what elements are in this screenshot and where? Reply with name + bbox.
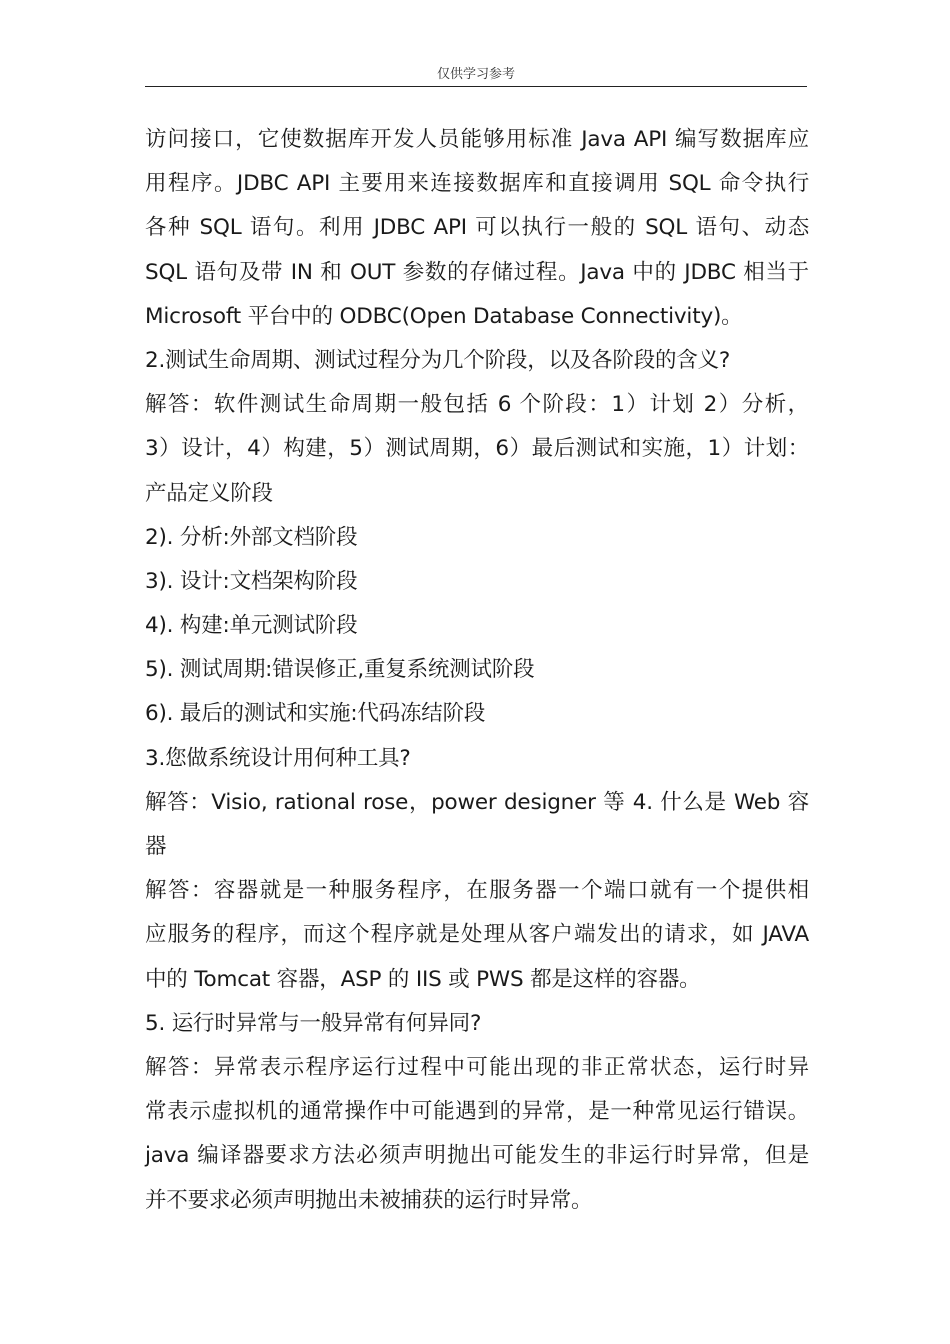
header-text: 仅供学习参考 <box>436 67 515 82</box>
page-header <box>145 64 807 87</box>
text-line: 解答：Visio, rational rose，power designer 等 4. 什么是 Web 容 <box>145 789 809 815</box>
text-line: 3). 设计:文档架构阶段 <box>145 568 358 594</box>
text-line: Microsoft 平台中的 ODBC(Open Database Connectivity)。 <box>145 303 743 329</box>
text-line: 解答：容器就是一种服务程序，在服务器一个端口就有一个提供相 <box>145 878 809 904</box>
text-line: 解答：软件测试生命周期一般包括 6 个阶段：1）计划 2）分析， <box>145 392 809 418</box>
text-line: 各种 SQL 语句。利用 JDBC API 可以执行一般的 SQL 语句、动态 <box>145 215 809 241</box>
text-line: 访问接口，它使数据库开发人员能够用标准 Java API 编写数据库应 <box>145 127 809 152</box>
text-line: 2.测试生命周期、测试过程分为几个阶段，以及各阶段的含义? <box>145 347 731 373</box>
text-line: 6). 最后的测试和实施:代码冻结阶段 <box>145 701 486 727</box>
text-line: 解答：异常表示程序运行过程中可能出现的非正常状态，运行时异 <box>145 1054 809 1080</box>
text-line: 产品定义阶段 <box>145 480 273 506</box>
text-line: 中的 Tomcat 容器，ASP 的 IIS 或 PWS 都是这样的容器。 <box>145 966 701 992</box>
text-line: 3.您做系统设计用何种工具? <box>145 745 411 771</box>
text-line: 用程序。JDBC API 主要用来连接数据库和直接调用 SQL 命令执行 <box>145 171 809 197</box>
document-body <box>145 118 809 1223</box>
text-line: 并不要求必须声明抛出未被捕获的运行时异常。 <box>145 1187 593 1213</box>
text-line: 2). 分析:外部文档阶段 <box>145 524 358 550</box>
text-line: 4). 构建:单元测试阶段 <box>145 613 358 639</box>
text-line: 应服务的程序，而这个程序就是处理从客户端发出的请求，如 JAVA <box>145 922 809 948</box>
text-line: 3）设计，4）构建，5）测试周期，6）最后测试和实施，1）计划： <box>145 436 809 462</box>
text-line: 5. 运行时异常与一般异常有何异同? <box>145 1010 482 1036</box>
text-line: 常表示虚拟机的通常操作中可能遇到的异常，是一种常见运行错误。 <box>145 1099 809 1125</box>
text-line: 器 <box>145 834 167 859</box>
text-line: 5). 测试周期:错误修正,重复系统测试阶段 <box>145 657 535 683</box>
text-line: SQL 语句及带 IN 和 OUT 参数的存储过程。Java 中的 JDBC 相当于 <box>145 259 809 285</box>
text-line: java 编译器要求方法必须声明抛出可能发生的非运行时异常，但是 <box>145 1143 809 1169</box>
